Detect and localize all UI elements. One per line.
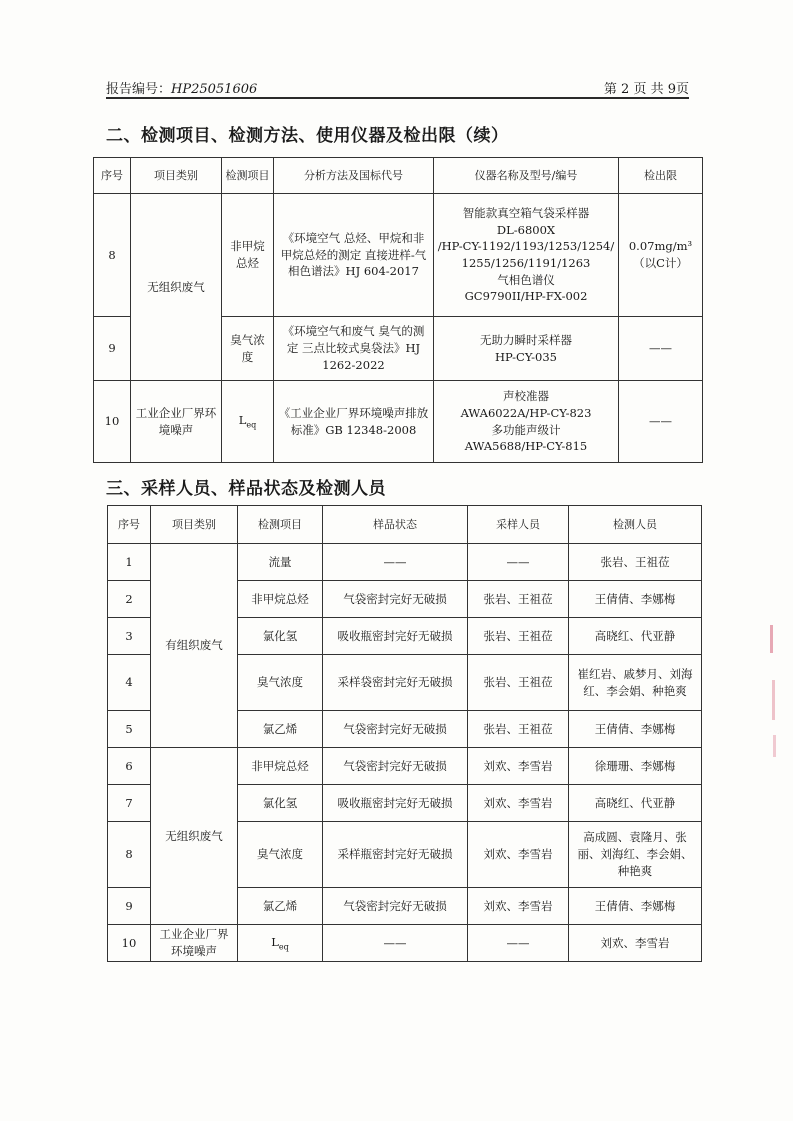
row-no: 9 xyxy=(108,888,151,925)
row-sampler: —— xyxy=(468,544,569,581)
row-tester: 高晓红、代亚静 xyxy=(569,618,702,655)
row-limit: —— xyxy=(619,317,703,381)
row-state: —— xyxy=(323,925,468,962)
row-limit: 0.07mg/m³（以C计） xyxy=(619,194,703,317)
instrument-line: 智能款真空箱气袋采样器 xyxy=(462,205,590,220)
row-item xyxy=(238,925,323,962)
instrument-line: 气相色谱仪 xyxy=(497,272,555,287)
seal-mark xyxy=(773,735,776,757)
report-number xyxy=(106,78,257,97)
row-no: 2 xyxy=(108,581,151,618)
table-row xyxy=(108,925,702,962)
row-item xyxy=(222,381,274,463)
row-sampler: —— xyxy=(468,925,569,962)
row-sampler: 刘欢、李雪岩 xyxy=(468,748,569,785)
report-number-label: 报告编号： xyxy=(106,82,172,97)
instrument-line: 多功能声级计 xyxy=(491,422,561,437)
row-instrument xyxy=(434,194,619,317)
row-tester: 崔红岩、戚梦月、刘海红、李会娟、种艳爽 xyxy=(569,655,702,711)
row-item: 非甲烷总烃 xyxy=(238,748,323,785)
row-tester: 张岩、王祖莅 xyxy=(569,544,702,581)
instrument-line: 无助力瞬时采样器 xyxy=(480,332,572,347)
instrument-line: DL-6800X xyxy=(496,222,556,237)
col-header-item: 检测项目 xyxy=(222,158,274,194)
row-tester: 王倩倩、李娜梅 xyxy=(569,711,702,748)
instrument-line: /HP-CY-1192/1193/1253/1254/ xyxy=(437,239,615,254)
row-state: 气袋密封完好无破损 xyxy=(323,888,468,925)
row-tester: 高晓红、代亚静 xyxy=(569,785,702,822)
row-item: 氯化氢 xyxy=(238,785,323,822)
row-item: 流量 xyxy=(238,544,323,581)
row-instrument xyxy=(434,381,619,463)
row-method: 《环境空气和废气 臭气的测定 三点比较式臭袋法》HJ 1262-2022 xyxy=(274,317,434,381)
table-row xyxy=(94,194,703,317)
instrument-line: AWA5688/HP-CY-815 xyxy=(464,439,588,454)
row-state: 气袋密封完好无破损 xyxy=(323,581,468,618)
row-no: 9 xyxy=(94,317,131,381)
row-tester: 徐珊珊、李娜梅 xyxy=(569,748,702,785)
row-category: 工业企业厂界环境噪声 xyxy=(131,381,222,463)
row-limit: —— xyxy=(619,381,703,463)
row-state: 吸收瓶密封完好无破损 xyxy=(323,618,468,655)
col-header-instrument: 仪器名称及型号/编号 xyxy=(434,158,619,194)
leq-symbol: L xyxy=(238,413,247,428)
row-state: 气袋密封完好无破损 xyxy=(323,748,468,785)
row-no: 8 xyxy=(108,822,151,888)
row-item: 氯乙烯 xyxy=(238,711,323,748)
row-no: 7 xyxy=(108,785,151,822)
row-category: 工业企业厂界环境噪声 xyxy=(151,925,238,962)
row-item: 非甲烷总烃 xyxy=(222,194,274,317)
table-row xyxy=(108,748,702,785)
row-no: 3 xyxy=(108,618,151,655)
leq-symbol: L xyxy=(271,934,279,949)
table-row xyxy=(94,381,703,463)
row-tester: 王倩倩、李娜梅 xyxy=(569,581,702,618)
row-sampler: 张岩、王祖莅 xyxy=(468,581,569,618)
report-number-value: HP25051606 xyxy=(171,82,258,97)
row-sampler: 张岩、王祖莅 xyxy=(468,655,569,711)
leq-subscript: eq xyxy=(278,941,289,951)
row-category: 无组织废气 xyxy=(151,748,238,925)
instrument-line: AWA6022A/HP-CY-823 xyxy=(460,405,592,420)
instrument-line: 1255/1256/1191/1263 xyxy=(461,256,591,270)
row-no: 10 xyxy=(94,381,131,463)
col-header-limit: 检出限 xyxy=(619,158,703,194)
col-header-category: 项目类别 xyxy=(131,158,222,194)
instrument-line: GC9790II/HP-FX-002 xyxy=(464,289,588,304)
row-tester: 王倩倩、李娜梅 xyxy=(569,888,702,925)
row-sampler: 刘欢、李雪岩 xyxy=(468,822,569,888)
instrument-line: HP-CY-035 xyxy=(495,349,557,364)
row-state: —— xyxy=(323,544,468,581)
col-header-sampler: 采样人员 xyxy=(468,506,569,544)
row-sampler: 刘欢、李雪岩 xyxy=(468,888,569,925)
row-tester: 刘欢、李雪岩 xyxy=(569,925,702,962)
row-state: 采样瓶密封完好无破损 xyxy=(323,822,468,888)
row-no: 4 xyxy=(108,655,151,711)
instrument-line: 声校准器 xyxy=(503,389,549,404)
table-header-row xyxy=(94,158,703,194)
row-state: 气袋密封完好无破损 xyxy=(323,711,468,748)
row-method: 《工业企业厂界环境噪声排放标准》GB 12348-2008 xyxy=(274,381,434,463)
row-item: 臭气浓度 xyxy=(238,655,323,711)
row-sampler: 张岩、王祖莅 xyxy=(468,711,569,748)
row-no: 6 xyxy=(108,748,151,785)
row-sampler: 刘欢、李雪岩 xyxy=(468,785,569,822)
page-info: 第 2 页 共 9页 xyxy=(603,82,689,97)
row-item: 臭气浓度 xyxy=(222,317,274,381)
col-header-no: 序号 xyxy=(108,506,151,544)
row-state: 采样袋密封完好无破损 xyxy=(323,655,468,711)
row-category: 无组织废气 xyxy=(131,194,222,381)
table-row xyxy=(108,544,702,581)
row-no: 10 xyxy=(108,925,151,962)
page-header xyxy=(106,77,689,99)
col-header-state: 样品状态 xyxy=(323,506,468,544)
row-tester: 高成圆、袁隆月、张丽、刘海红、李会娟、种艳爽 xyxy=(569,822,702,888)
row-no: 8 xyxy=(94,194,131,317)
section2-table xyxy=(93,157,703,463)
col-header-method: 分析方法及国标代号 xyxy=(274,158,434,194)
row-item: 臭气浓度 xyxy=(238,822,323,888)
row-item: 非甲烷总烃 xyxy=(238,581,323,618)
row-category: 有组织废气 xyxy=(151,544,238,748)
seal-mark xyxy=(770,625,773,653)
col-header-category: 项目类别 xyxy=(151,506,238,544)
row-item: 氯化氢 xyxy=(238,618,323,655)
col-header-item: 检测项目 xyxy=(238,506,323,544)
section3-table xyxy=(107,505,702,962)
col-header-tester: 检测人员 xyxy=(569,506,702,544)
row-instrument xyxy=(434,317,619,381)
row-no: 1 xyxy=(108,544,151,581)
seal-mark xyxy=(772,680,775,720)
row-item: 氯乙烯 xyxy=(238,888,323,925)
row-method: 《环境空气 总烃、甲烷和非甲烷总烃的测定 直接进样-气相色谱法》HJ 604-2017 xyxy=(274,194,434,317)
row-sampler: 张岩、王祖莅 xyxy=(468,618,569,655)
section2-title: 二、检测项目、检测方法、使用仪器及检出限（续） xyxy=(106,126,509,146)
col-header-no: 序号 xyxy=(94,158,131,194)
section3-title: 三、采样人员、样品状态及检测人员 xyxy=(106,479,386,499)
row-no: 5 xyxy=(108,711,151,748)
leq-subscript: eq xyxy=(246,420,257,430)
table-header-row xyxy=(108,506,702,544)
row-state: 吸收瓶密封完好无破损 xyxy=(323,785,468,822)
